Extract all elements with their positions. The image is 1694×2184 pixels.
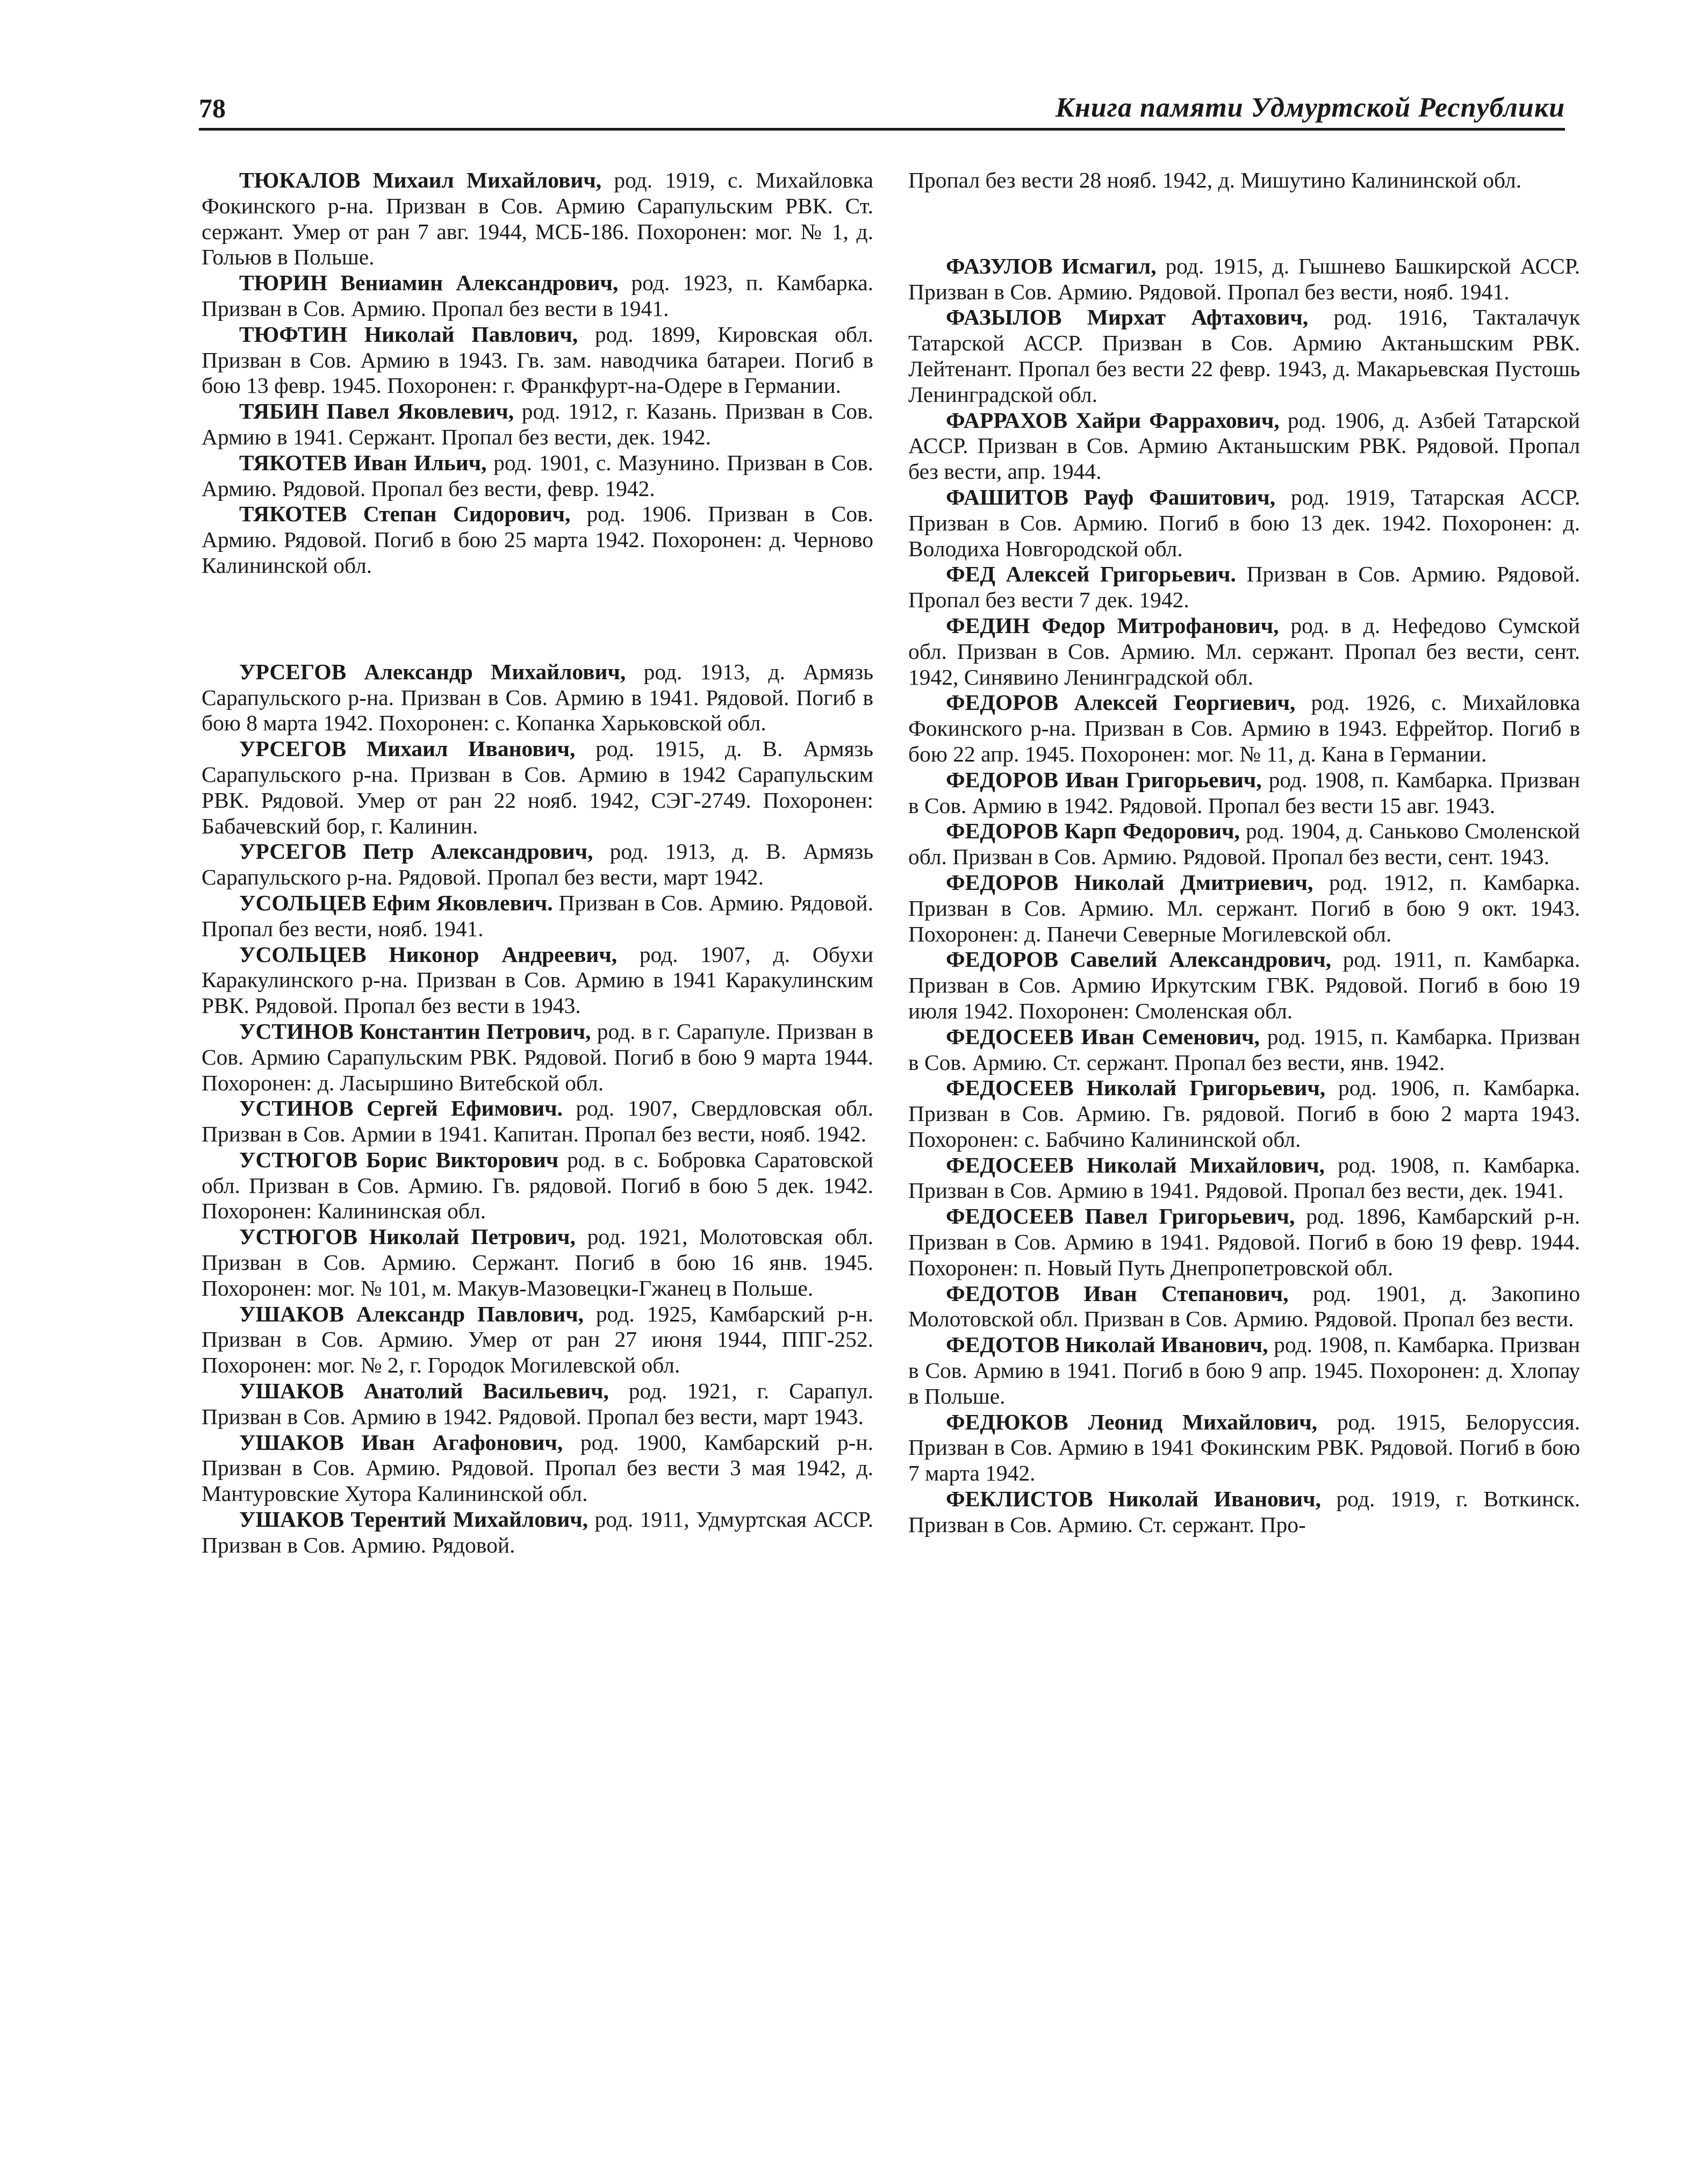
entry-name: ТЮФТИН Николай Павлович,: [239, 321, 578, 347]
memorial-entry: [202, 168, 873, 270]
memorial-entry: [202, 270, 873, 322]
memorial-entry: [202, 1019, 873, 1096]
entry-group-f: [908, 254, 1580, 1538]
right-column: [908, 168, 1580, 1538]
memorial-entry: [202, 322, 873, 399]
entry-text: род. в г. Сарапуле. Призван в Сов. Армию Сарапульским РВК. Рядовой. Погиб в бою 9 марта 1944. Похоронен: д. Ласыршино Витебской обл.: [202, 1018, 874, 1095]
memorial-entry: [202, 1096, 873, 1147]
entry-group-u: [202, 659, 873, 1558]
entry-text: род. 1919, Татарская АССР. Призван в Сов. Армию. Погиб в бою 13 дек. 1942. Похоронен: д. Володиха Новгородской обл.: [908, 484, 1580, 561]
entry-name: УШАКОВ Терентий Михайлович,: [239, 1507, 588, 1532]
entry-name: ФЕД Алексей Григорьевич.: [946, 562, 1236, 587]
memorial-entry: [202, 942, 873, 1019]
memorial-entry: [202, 450, 873, 502]
continued-entry-text: Пропал без вести 28 нояб. 1942, д. Мишутино Калининской обл.: [908, 168, 1522, 192]
memorial-entry: [202, 1378, 873, 1430]
memorial-entry: [202, 890, 873, 942]
entry-name: ФАЗЫЛОВ Мирхат Афтахович,: [946, 305, 1309, 330]
memorial-entry: [908, 690, 1580, 767]
entry-name: ФЕДОТОВ Николай Иванович,: [946, 1332, 1268, 1357]
entry-text: род. 1925, Камбарский р-н. Призван в Сов. Армию. Умер от ран 27 июня 1944, ППГ-252. Похоронен: мог. № 2, г. Городок Могилевской обл.: [202, 1301, 873, 1378]
entry-name: ФЕДОСЕЕВ Иван Семенович,: [946, 1024, 1260, 1049]
entry-text: род. 1919, с. Михайловка Фокинского р-на. Призван в Сов. Армию Сарапульским РВК. Ст. сержант. Умер от ран 7 авг. 1944, МСБ-186. Похоронен: мог. № 1, д. Гольюв в Польше.: [202, 168, 873, 270]
memorial-entry: [908, 1204, 1580, 1281]
entry-text: род. 1915, Белоруссия. Призван в Сов. Армию в 1941 Фокинским РВК. Рядовой. Погиб в бою 7 марта 1942.: [908, 1409, 1581, 1486]
memorial-entry: [908, 1486, 1580, 1538]
entry-text: род. в с. Бобровка Саратовской обл. Призван в Сов. Армию. Гв. рядовой. Погиб в бою 5 дек. 1942. Похоронен: Калининская обл.: [202, 1147, 873, 1224]
memorial-entry: [202, 736, 873, 839]
section-gap: [202, 579, 873, 659]
entry-text: род. 1921, Молотовская обл. Призван в Сов. Армию. Сержант. Погиб в бою 16 янв. 1945. Похоронен: мог. № 101, м. Макув-Мазовецки-Гжанец в Польше.: [202, 1224, 873, 1301]
entry-text: род. 1915, д. Гышнево Башкирской АССР. Призван в Сов. Армию. Рядовой. Пропал без вести, нояб. 1941.: [908, 253, 1580, 304]
memorial-entry: [908, 1410, 1580, 1486]
memorial-entry: [202, 1147, 873, 1224]
memorial-entry: [908, 1332, 1580, 1409]
entry-name: ФЕДОРОВ Алексей Георгиевич,: [946, 690, 1296, 715]
memorial-entry: [202, 1430, 873, 1507]
entry-text: род. 1926, с. Михайловка Фокинского р-на. Призван в Сов. Армию в 1943. Ефрейтор. Погиб в бою 22 апр. 1945. Похоронен: мог. № 11, д. Кана в Германии.: [908, 690, 1580, 766]
entry-group-t: [202, 168, 873, 579]
entry-name: УСТЮГОВ Николай Петрович,: [239, 1224, 576, 1249]
entry-name: ФЕКЛИСТОВ Николай Иванович,: [946, 1486, 1321, 1512]
memorial-entry: [908, 613, 1580, 690]
memorial-entry: [908, 562, 1580, 613]
memorial-entry: [908, 485, 1580, 562]
entry-name: УСТИНОВ Константин Петрович,: [239, 1018, 591, 1044]
entry-text: род. 1904, д. Саньково Смоленской обл. Призван в Сов. Армию. Рядовой. Пропал без вести, сент. 1943.: [908, 818, 1580, 870]
entry-text: род. 1912, г. Казань. Призван в Сов. Армию в 1941. Сержант. Пропал без вести, дек. 1942.: [202, 399, 873, 449]
entry-text: род. 1896, Камбарский р-н. Призван в Сов. Армию в 1941. Рядовой. Погиб в бою 19 февр. 1944. Похоронен: п. Новый Путь Днепропетровской обл.: [908, 1204, 1580, 1280]
entry-name: ФАРРАХОВ Хайри Фаррахович,: [946, 407, 1280, 433]
entry-name: УСТЮГОВ Борис Викторович: [239, 1147, 559, 1172]
memorial-entry: [202, 1507, 873, 1558]
memorial-entry: [908, 305, 1580, 407]
entry-name: УШАКОВ Анатолий Васильевич,: [239, 1378, 609, 1404]
memorial-entry: [908, 254, 1580, 305]
entry-text: род. 1900, Камбарский р-н. Призван в Сов. Армию. Рядовой. Пропал без вести 3 мая 1942, д. Мантуровские Хутора Калининской обл.: [202, 1429, 873, 1506]
entry-text: род. в д. Нефедово Сумской обл. Призван в Сов. Армию. Мл. сержант. Пропал без вести, сент. 1942, Синявино Ленинградской обл.: [908, 613, 1580, 689]
entry-text: род. 1911, п. Камбарка. Призван в Сов. Армию Иркутским ГВК. Рядовой. Погиб в бою 19 июля 1942. Похоронен: Смоленская обл.: [908, 947, 1580, 1023]
entry-name: ФЕДОРОВ Иван Григорьевич,: [946, 767, 1262, 792]
memorial-entry: [202, 501, 873, 578]
entry-name: ТЯКОТЕВ Иван Ильич,: [239, 450, 487, 475]
memorial-entry: [202, 399, 873, 450]
memorial-entry: [908, 1075, 1580, 1152]
entry-name: ТЮКАЛОВ Михаил Михайлович,: [239, 168, 602, 192]
memorial-entry: [202, 1302, 873, 1378]
entry-name: ТЯБИН Павел Яковлевич,: [239, 399, 514, 424]
entry-text: род. 1913, д. В. Армязь Сарапульского р-на. Рядовой. Пропал без вести, март 1942.: [202, 839, 873, 890]
left-column: [202, 168, 873, 1558]
entry-text: Призван в Сов. Армию. Рядовой. Пропал без вести 7 дек. 1942.: [908, 562, 1580, 613]
entry-name: ТЮРИН Вениамин Александрович,: [239, 270, 619, 296]
entry-text: род. 1908, п. Камбарка. Призван в Сов. Армию в 1941. Погиб в бою 9 апр. 1945. Похоронен: д. Хлопау в Польше.: [908, 1332, 1580, 1409]
entry-text: род. 1912, п. Камбарка. Призван в Сов. Армию. Мл. сержант. Погиб в бою 9 окт. 1943. Похоронен: д. Панечи Северные Могилевской обл.: [908, 870, 1580, 946]
entry-text: род. 1915, д. В. Армязь Сарапульского р-на. Призван в Сов. Армию в 1942 Сарапульским РВК. Рядовой. Умер от ран 22 нояб. 1942, СЭГ-2749. Похоронен: Бабачевский бор, г. Калинин.: [202, 736, 873, 838]
entry-name: УРСЕГОВ Михаил Иванович,: [239, 736, 576, 761]
memorial-entry: [908, 408, 1580, 485]
entry-text: род. 1916, Такталачук Татарской АССР. Призван в Сов. Армию Актаньшским РВК. Лейтенант. Пропал без вести 22 февр. 1943, д. Макарьевская Пустошь Ленинградской обл.: [908, 305, 1580, 407]
entry-name: ТЯКОТЕВ Степан Сидорович,: [239, 501, 571, 527]
entry-name: ФАШИТОВ Рауф Фашитович,: [946, 484, 1276, 509]
entry-name: УШАКОВ Иван Агафонович,: [239, 1429, 563, 1455]
entry-text: род. 1906. Призван в Сов. Армию. Рядовой. Погиб в бою 25 марта 1942. Похоронен: д. Черново Калининской обл.: [202, 501, 873, 578]
entry-name: ФЕДИН Федор Митрофанович,: [946, 613, 1279, 638]
entry-name: ФЕДЮКОВ Леонид Михайлович,: [946, 1409, 1318, 1434]
entry-name: ФЕДОСЕЕВ Николай Григорьевич,: [946, 1075, 1326, 1101]
entry-text: род. 1908, п. Камбарка. Призван в Сов. Армию в 1941. Рядовой. Пропал без вести, дек. 1941.: [908, 1152, 1580, 1203]
memorial-entry: [908, 870, 1580, 947]
entry-text: род. 1899, Кировская обл. Призван в Сов. Армию в 1943. Гв. зам. наводчика батареи. Погиб в бою 13 февр. 1945. Похоронен: г. Франкфурт-на-Одере в Германии.: [202, 321, 873, 398]
entry-text: род. 1919, г. Воткинск. Призван в Сов. Армию. Ст. сержант. Про-: [908, 1486, 1580, 1537]
memorial-entry: [908, 767, 1580, 819]
entry-name: ФАЗУЛОВ Исмагил,: [946, 253, 1157, 278]
entry-name: ФЕДОСЕЕВ Павел Григорьевич,: [946, 1204, 1295, 1229]
book-title: Книга памяти Удмуртской Республики: [1055, 92, 1565, 123]
entry-name: УРСЕГОВ Петр Александрович,: [239, 839, 593, 864]
memorial-entry: [202, 659, 873, 736]
entry-text: род. 1906, д. Азбей Татарской АССР. Призван в Сов. Армию Актаньшским РВК. Рядовой. Пропал без вести, апр. 1944.: [908, 407, 1580, 484]
page-number: 78: [199, 93, 226, 123]
entry-text: род. 1907, Свердловская обл. Призван в Сов. Армии в 1941. Капитан. Пропал без вести, нояб. 1942.: [202, 1096, 873, 1147]
memorial-entry: [908, 1153, 1580, 1204]
memorial-entry: [202, 1224, 873, 1301]
section-gap: [908, 193, 1580, 254]
entry-text: род. 1901, д. Закопино Молотовской обл. Призван в Сов. Армию. Рядовой. Пропал без вести.: [908, 1281, 1580, 1332]
entry-text: род. 1907, д. Обухи Каракулинского р-на. Призван в Сов. Армию в 1941 Каракулинским РВК. Рядовой. Пропал без вести в 1943.: [202, 942, 873, 1018]
entry-name: УСТИНОВ Сергей Ефимович.: [239, 1096, 563, 1121]
entry-name: ФЕДОРОВ Карп Федорович,: [946, 818, 1240, 844]
entry-text: род. 1901, с. Мазунино. Призван в Сов. Армию. Рядовой. Пропал без вести, февр. 1942.: [202, 450, 873, 501]
entry-text: род. 1908, п. Камбарка. Призван в Сов. Армию в 1942. Рядовой. Пропал без вести 15 авг. 1943.: [908, 767, 1581, 818]
memorial-entry: [202, 839, 873, 890]
entry-name: УСОЛЬЦЕВ Ефим Яковлевич.: [239, 890, 553, 915]
entry-name: УРСЕГОВ Александр Михайлович,: [239, 659, 626, 684]
entry-text: род. 1915, п. Камбарка. Призван в Сов. Армию. Ст. сержант. Пропал без вести, янв. 1942.: [908, 1024, 1580, 1075]
entry-name: ФЕДОСЕЕВ Николай Михайлович,: [946, 1152, 1325, 1177]
memorial-entry: [908, 1024, 1580, 1076]
entry-text: род. 1921, г. Сарапул. Призван в Сов. Армию в 1942. Рядовой. Пропал без вести, март 1943.: [202, 1378, 874, 1429]
memorial-entry: [908, 947, 1580, 1024]
memorial-entry: [908, 818, 1580, 870]
page-header: [199, 81, 1565, 131]
entry-text: Призван в Сов. Армию. Рядовой. Пропал без вести, нояб. 1941.: [202, 890, 873, 941]
entry-text: род. 1906, п. Камбарка. Призван в Сов. Армию. Гв. рядовой. Погиб в бою 2 марта 1943. Похоронен: с. Бабчино Калининской обл.: [908, 1075, 1581, 1152]
entry-name: ФЕДОРОВ Савелий Александрович,: [946, 947, 1332, 972]
entry-text: род. 1923, п. Камбарка. Призван в Сов. Армию. Пропал без вести в 1941.: [202, 270, 873, 321]
entry-text: род. 1911, Удмуртская АССР. Призван в Сов. Армию. Рядовой.: [202, 1507, 873, 1557]
memorial-entry: [908, 1281, 1580, 1333]
entry-name: ФЕДОТОВ Иван Степанович,: [946, 1281, 1289, 1306]
entry-name: ФЕДОРОВ Николай Дмитриевич,: [946, 870, 1313, 895]
entry-name: УШАКОВ Александр Павлович,: [239, 1301, 584, 1326]
entry-text: род. 1913, д. Армязь Сарапульского р-на. Призван в Сов. Армию в 1941. Рядовой. Погиб в бою 8 марта 1942. Похоронен: с. Копанка Харьковской обл.: [202, 659, 873, 736]
entry-name: УСОЛЬЦЕВ Никонор Андреевич,: [239, 942, 618, 967]
